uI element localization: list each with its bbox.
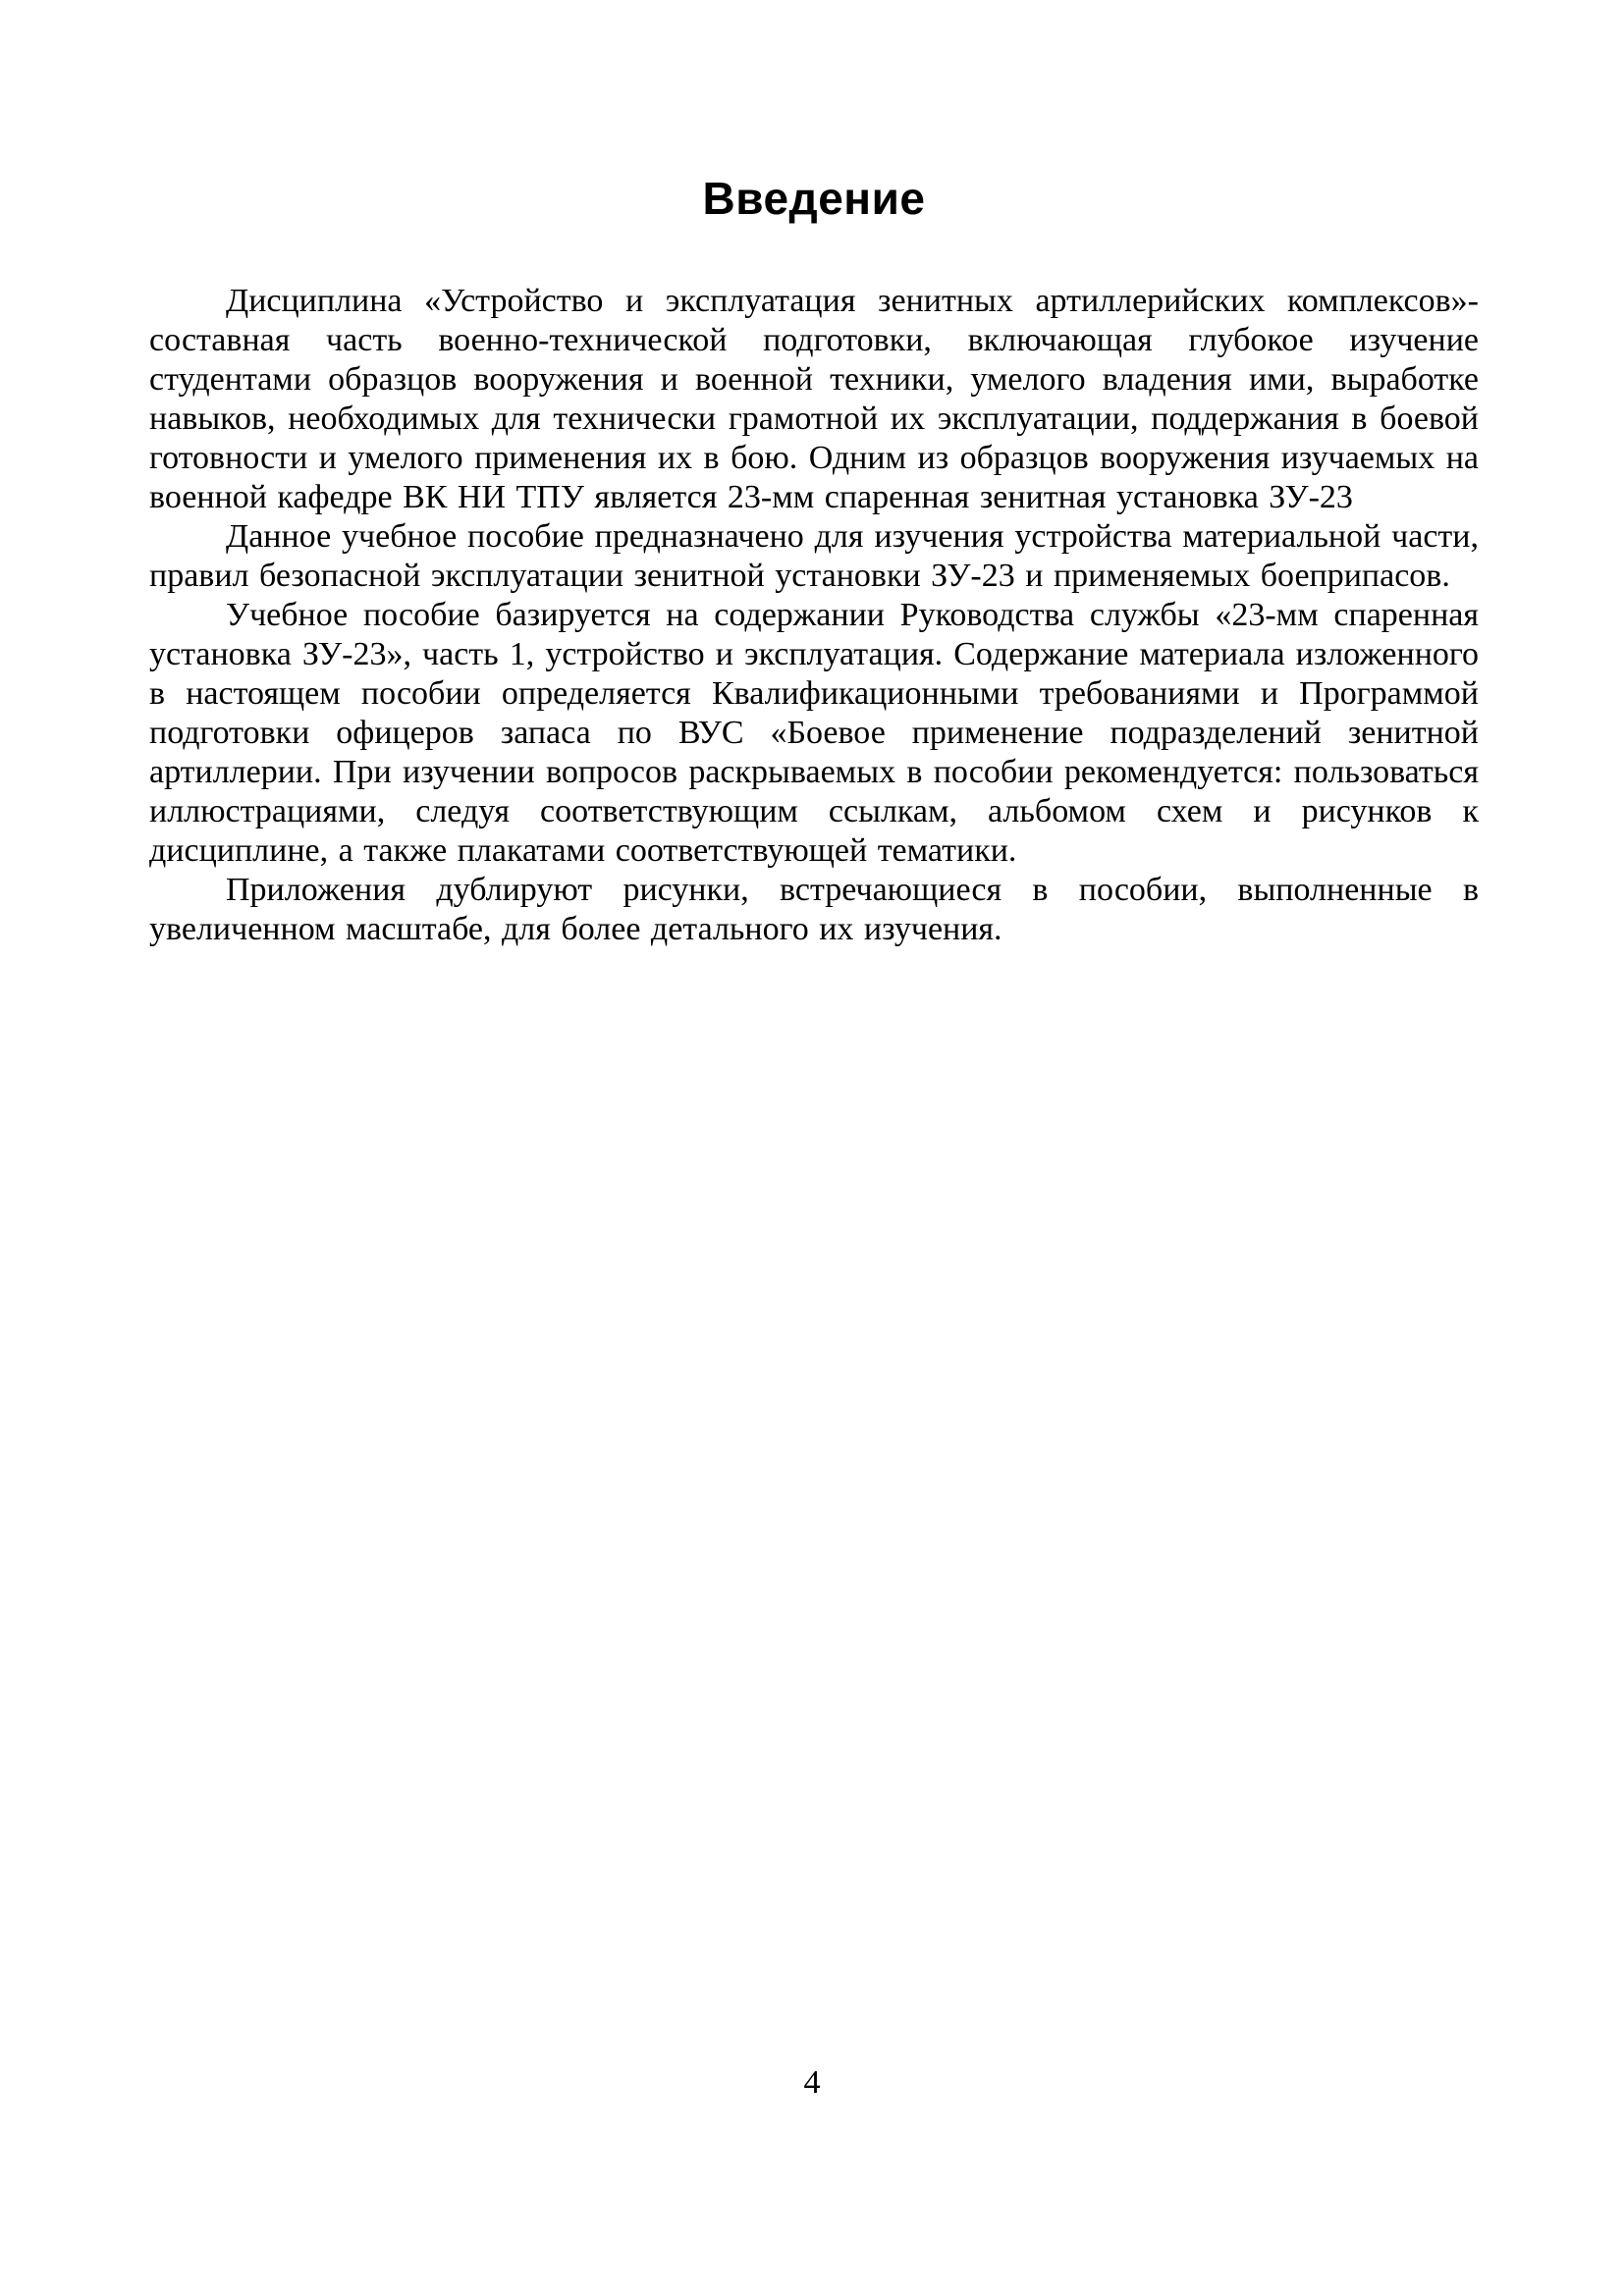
paragraph-manual-basis: Учебное пособие базируется на содержании Руководства службы «23-мм спаренная установка ЗУ-23», часть 1, устройство и эксплуатация. Содержание материала изложенного в настоящем пособии определяется Квалификационными требованиями и Программой подготовки офицеров запаса по ВУС «Боевое применение подразделений зенитной артиллерии. При изучении вопросов раскрываемых в пособии рекомендуется: пользоваться иллюстрациями, следуя соответствующим ссылкам, альбомом схем и рисунков к дисциплине, а также плакатами соответствующей тематики. (149, 597, 1479, 869)
page-number: 4 (803, 2064, 821, 2101)
page-title: Введение (702, 173, 926, 224)
paragraph-manual-purpose: Данное учебное пособие предназначено для изучения устройства материальной части, правил безопасной эксплуатации зенитной установки ЗУ-23 и применяемых боеприпасов. (149, 518, 1479, 594)
page-content (149, 172, 1479, 949)
paragraph-intro-discipline: Дисциплина «Устройство и эксплуатация зенитных артиллерийских комплексов»- составная часть военно-технической подготовки, включающая глубокое изучение студентами образцов вооружения и военной техники, умелого владения ими, выработке навыков, необходимых для технически грамотной их эксплуатации, поддержания в боевой готовности и умелого применения их в бою. Одним из образцов вооружения изучаемых на военной кафедре ВК НИ ТПУ является 23-мм спаренная зенитная установка ЗУ-23 (149, 283, 1479, 515)
paragraph-appendices: Приложения дублируют рисунки, встречающиеся в пособии, выполненные в увеличенном масштабе, для более детального их изучения. (149, 872, 1479, 947)
